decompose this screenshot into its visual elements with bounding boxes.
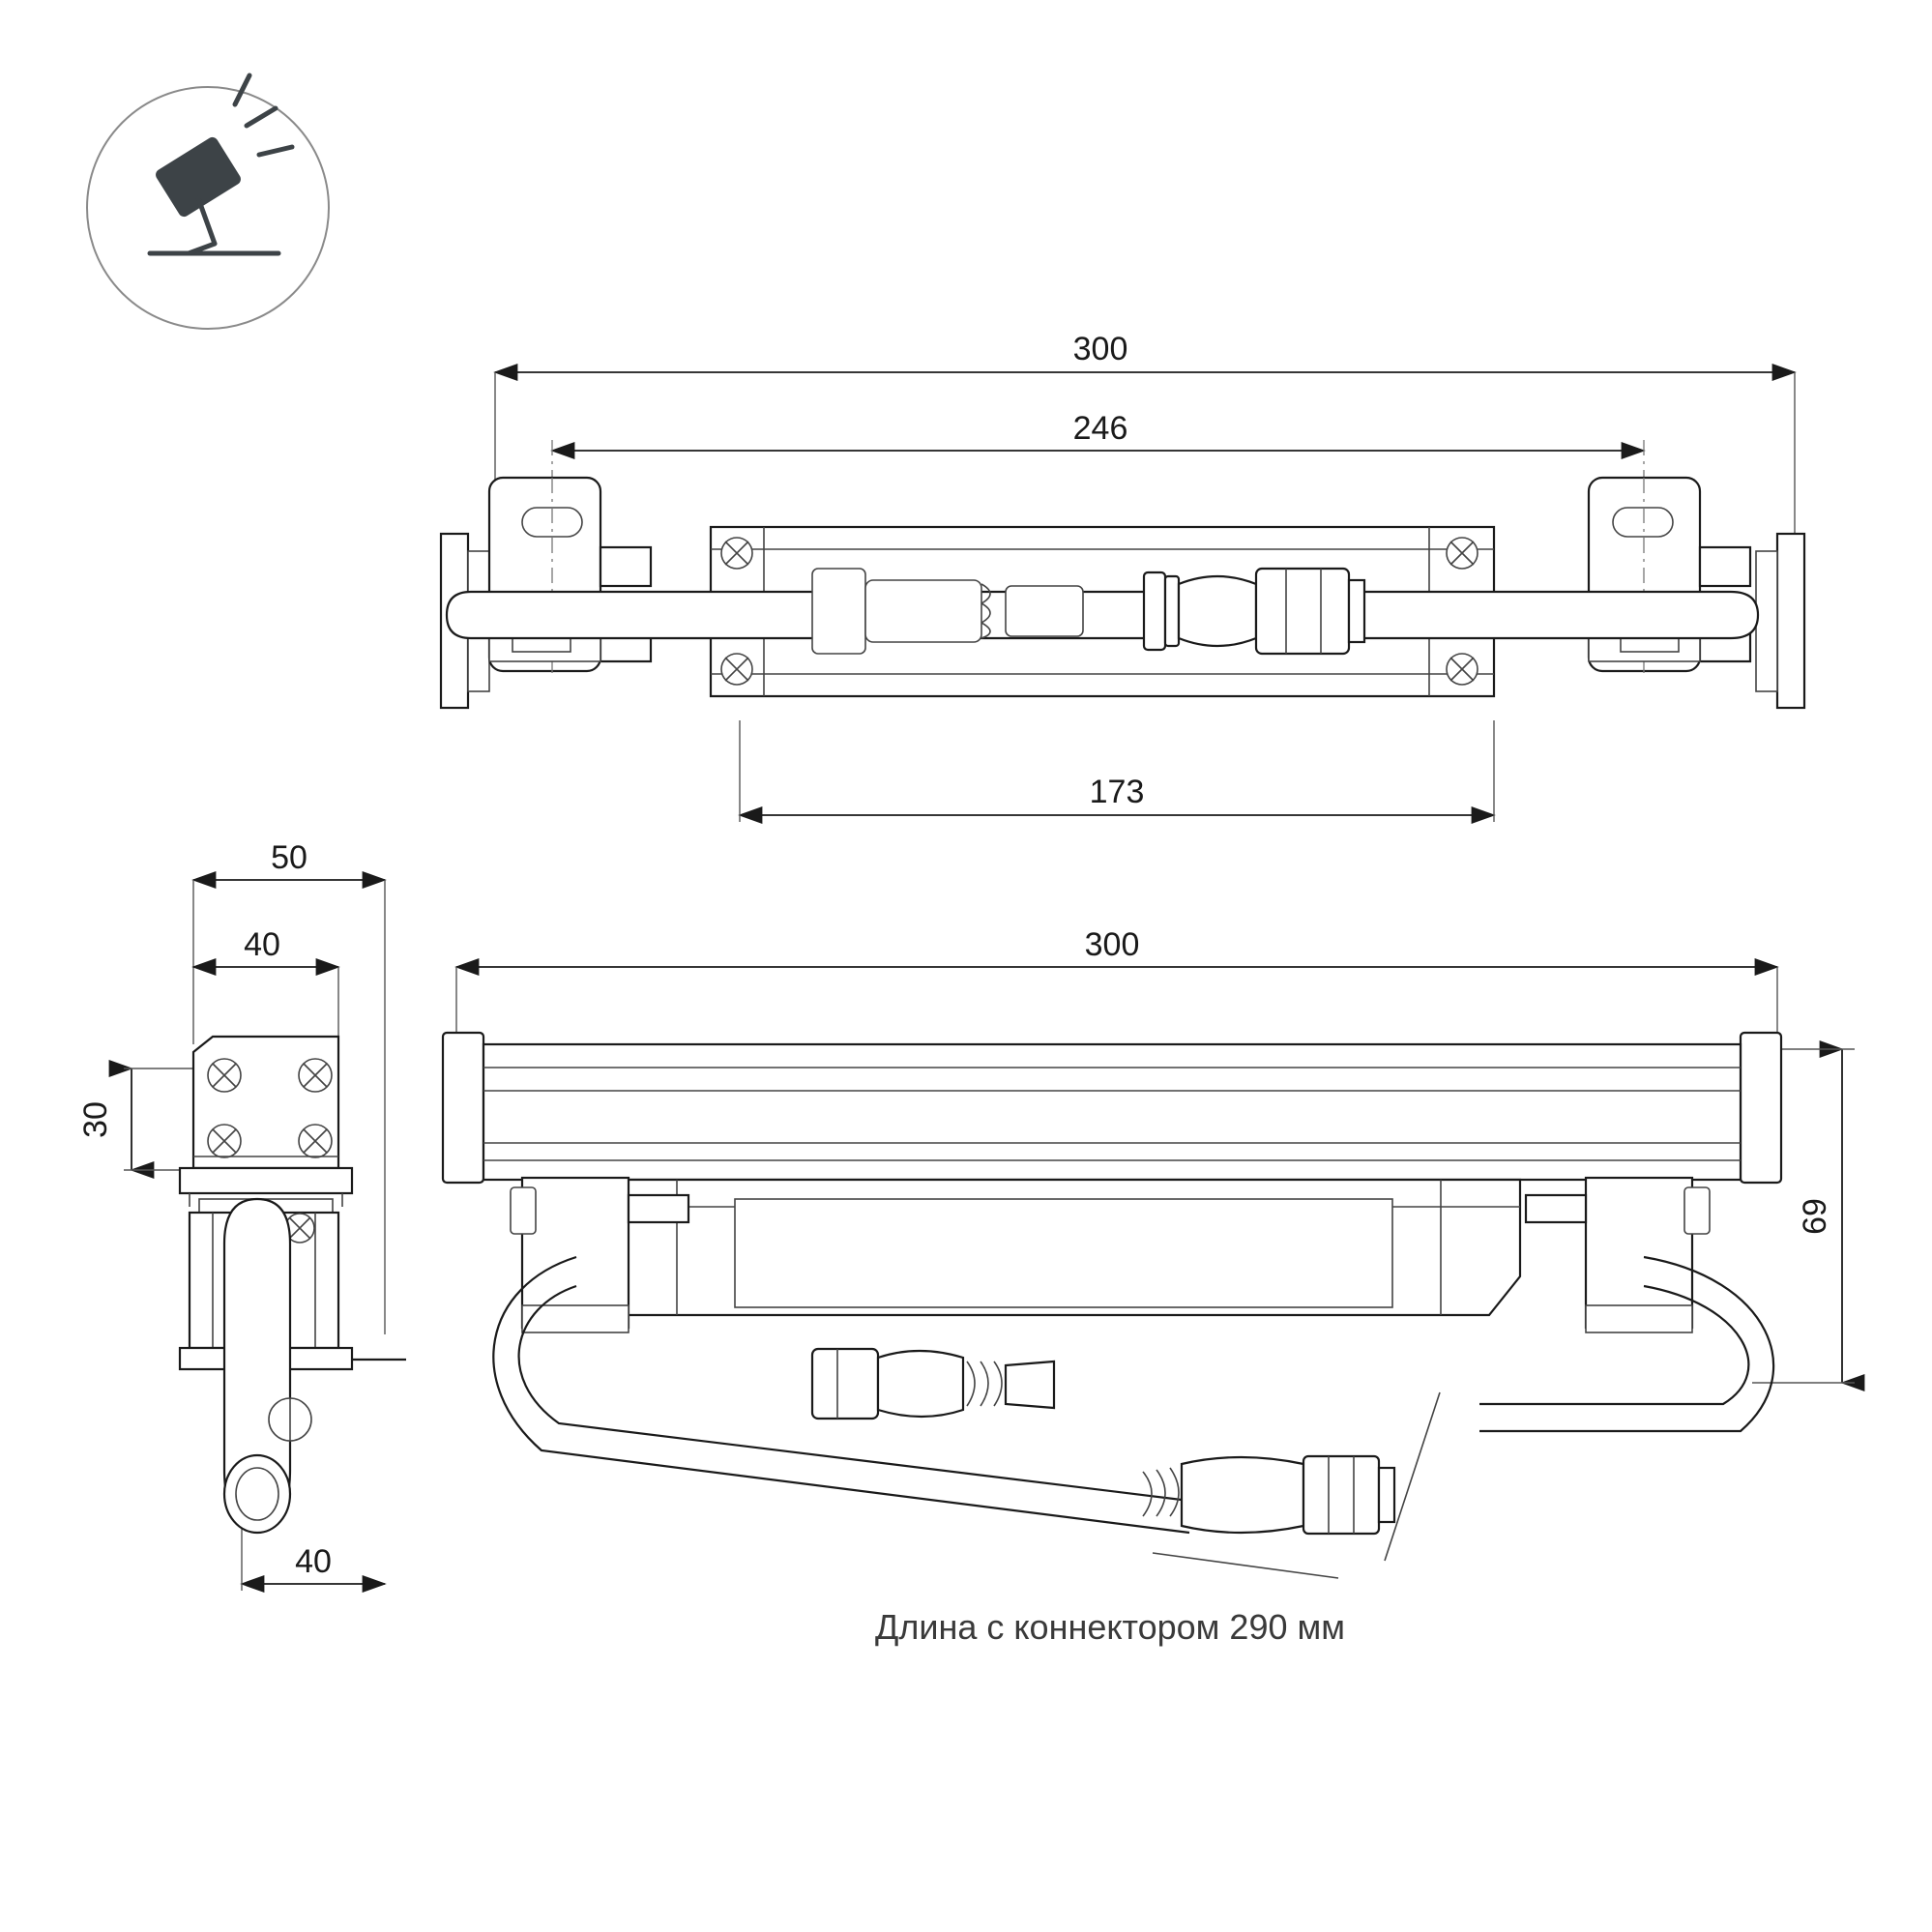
top-view-right-bracket xyxy=(1589,478,1750,677)
side-view-right-bracket xyxy=(1526,1178,1710,1332)
dim-label-40-bottom: 40 xyxy=(295,1543,332,1580)
end-view xyxy=(77,839,406,1591)
ground-spike-floodlight-icon xyxy=(87,75,329,329)
dim-label-69: 69 xyxy=(1797,1198,1833,1235)
dim-label-40-top: 40 xyxy=(244,926,280,963)
dim-label-246: 246 xyxy=(1072,410,1128,447)
top-view xyxy=(441,331,1804,822)
side-view xyxy=(443,926,1855,1647)
top-view-left-bracket xyxy=(489,478,651,677)
dim-label-50: 50 xyxy=(271,839,307,876)
side-view-lower-housing xyxy=(594,1180,1520,1315)
note-cable-length: Длина с коннектором 290 мм xyxy=(875,1607,1345,1647)
dim-label-300-top: 300 xyxy=(1072,331,1128,367)
dim-30 xyxy=(77,1068,193,1170)
side-view-body xyxy=(483,1044,1741,1180)
dim-300-side xyxy=(456,926,1777,1049)
dim-40-top xyxy=(193,926,338,1044)
dim-label-30: 30 xyxy=(77,1101,114,1138)
end-view-body xyxy=(180,1213,406,1369)
end-view-bracket xyxy=(193,1037,338,1168)
dim-label-300-side: 300 xyxy=(1084,926,1140,963)
side-view-inline-connector xyxy=(812,1349,1054,1419)
dim-label-173: 173 xyxy=(1089,774,1145,810)
dim-173 xyxy=(740,720,1494,822)
side-view-end-connector xyxy=(1143,1456,1394,1534)
